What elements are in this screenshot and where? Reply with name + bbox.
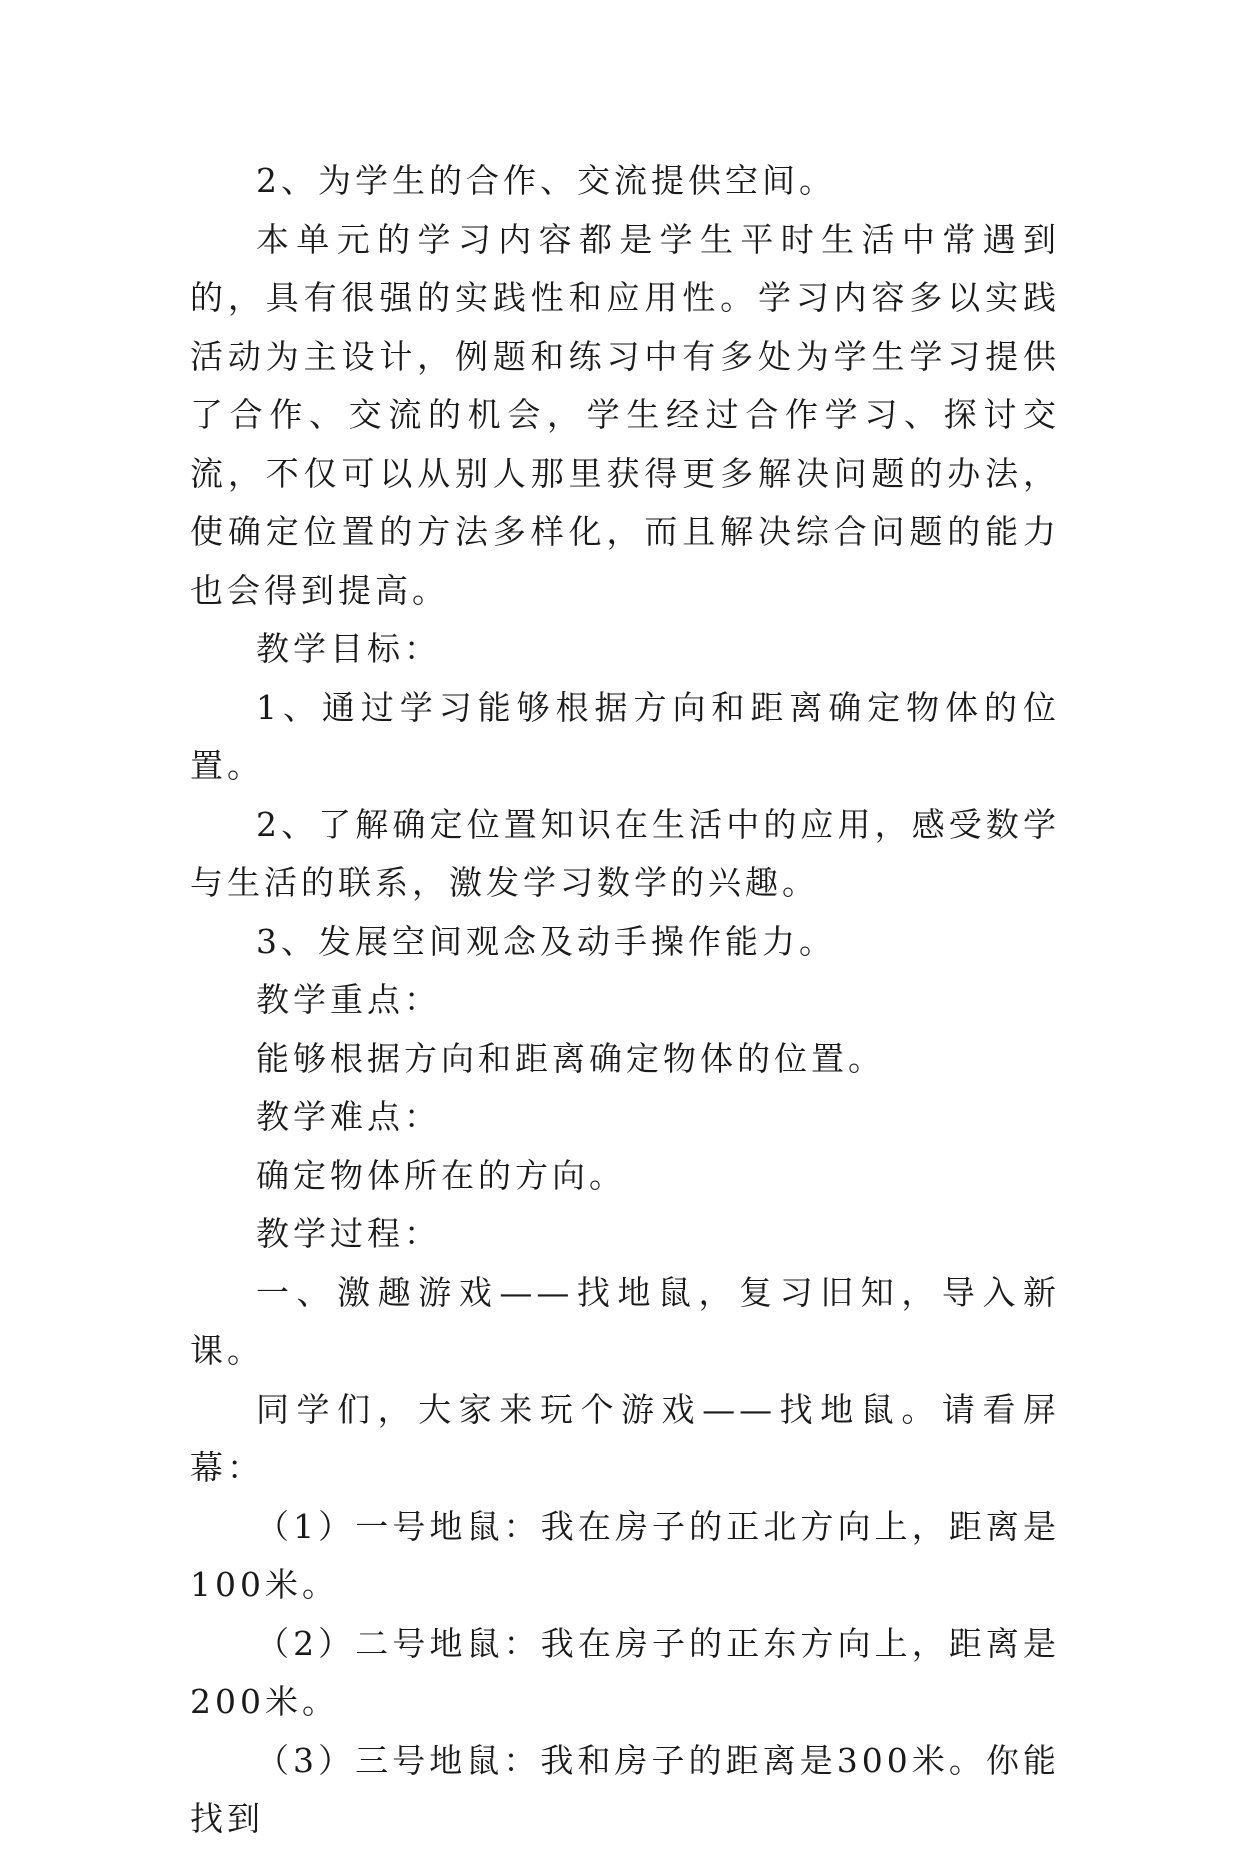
goal-item-2: 2、了解确定位置知识在生活中的应用，感受数学与生活的联系，激发学习数学的兴趣。 xyxy=(190,804,1060,902)
mole-clue-3: （3）三号地鼠：我和房子的距离是300米。你能找到 xyxy=(190,1740,1060,1838)
game-intro: 同学们，大家来玩个游戏——找地鼠。请看屏幕： xyxy=(190,1389,1060,1487)
document-body xyxy=(190,152,1060,1849)
paragraph-unit-description: 本单元的学习内容都是学生平时生活中常遇到的，具有很强的实践性和应用性。学习内容多以实践活动为主设计，例题和练习中有多处为学生学习提供了合作、交流的机会，学生经过合作学习、探讨交流，不仅可以从别人那里获得更多解决问题的办法，使确定位置的方法多样化，而且解决综合问题的能力也会得到提高。 xyxy=(190,219,1060,610)
key-point-text: 能够根据方向和距离确定物体的位置。 xyxy=(256,1038,885,1078)
heading-teaching-process: 教学过程： xyxy=(256,1214,441,1253)
process-step-1: 一、激趣游戏——找地鼠，复习旧知，导入新课。 xyxy=(190,1272,1060,1370)
mole-clue-1: （1）一号地鼠：我在房子的正北方向上，距离是100米。 xyxy=(190,1506,1060,1604)
heading-difficulties: 教学难点： xyxy=(256,1097,441,1136)
heading-teaching-goals: 教学目标： xyxy=(256,629,441,668)
heading-key-points: 教学重点： xyxy=(256,980,441,1019)
paragraph-cooperation-space: 2、为学生的合作、交流提供空间。 xyxy=(256,161,836,200)
difficulty-text: 确定物体所在的方向。 xyxy=(256,1155,626,1195)
mole-clue-2: （2）二号地鼠：我在房子的正东方向上，距离是200米。 xyxy=(190,1623,1060,1721)
goal-item-3: 3、发展空间观念及动手操作能力。 xyxy=(256,921,836,961)
goal-item-1: 1、通过学习能够根据方向和距离确定物体的位置。 xyxy=(190,687,1060,785)
